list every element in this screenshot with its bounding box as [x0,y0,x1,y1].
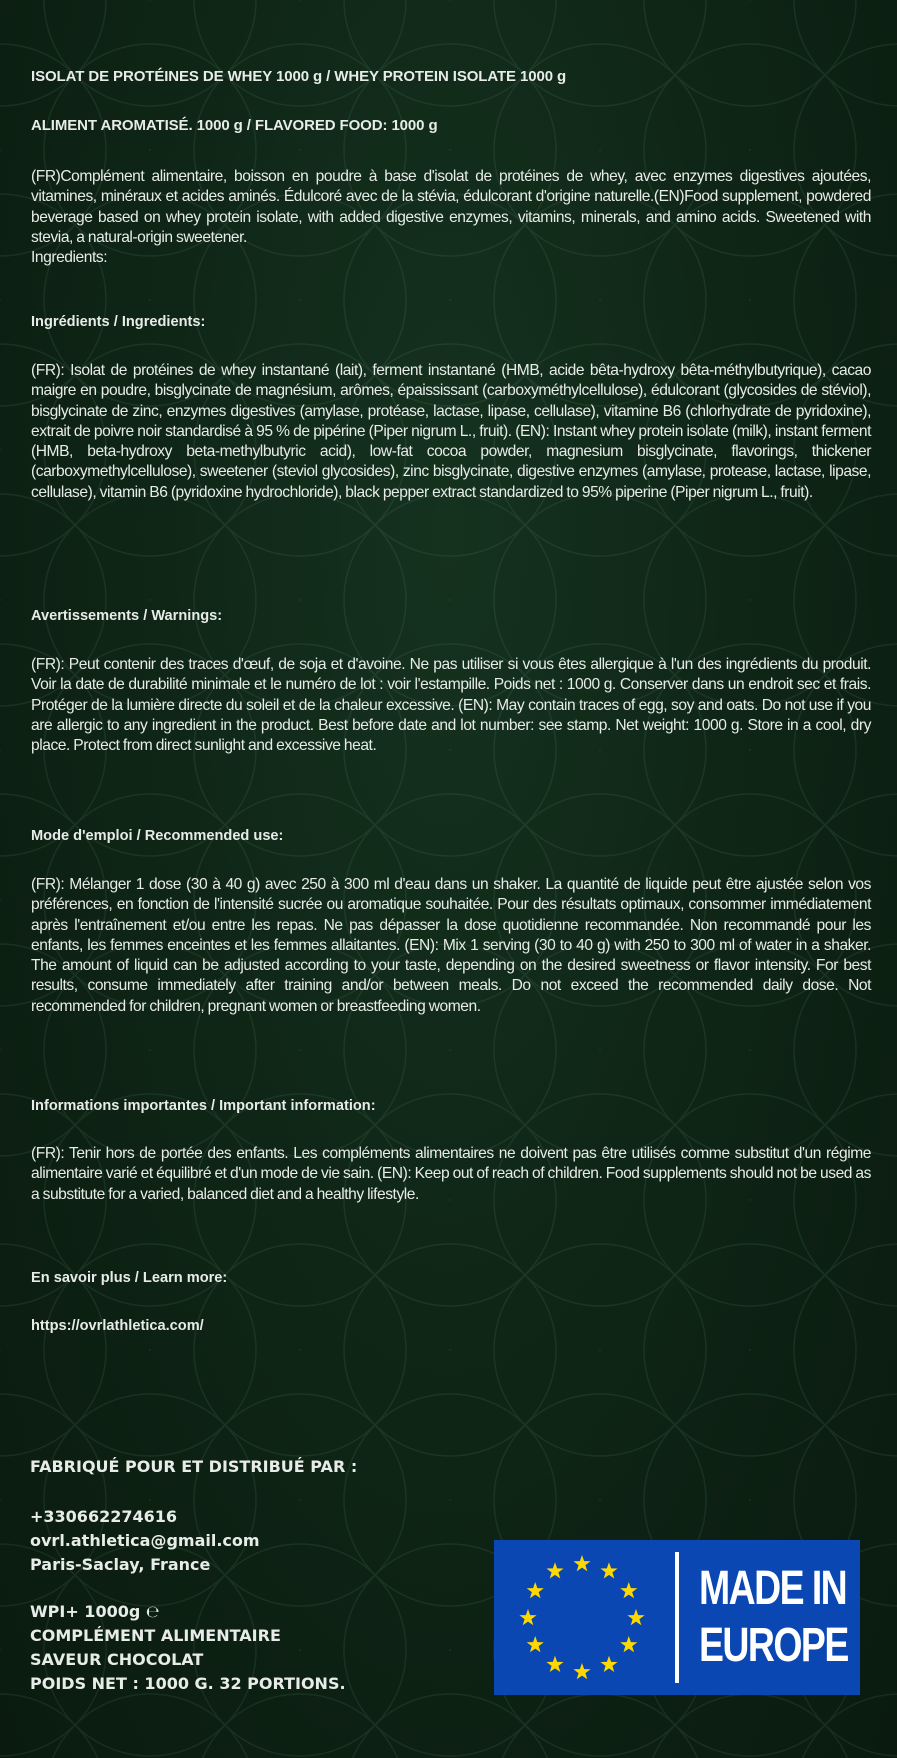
description-text: (FR)Complément alimentaire, boisson en poudre à base d'isolat de protéines de whey, avec enzymes digestives ajoutées, vitamines, minéraux et acides aminés. Édulcoré avec de la stévia, édulcorant d'origine naturelle.(EN)Food supplement, powdered beverage based on whey protein isolate, with added digestive enzymes, vitamins, minerals, and amino acids. Sweetened with stevia, a natural-origin sweetener. [31,168,871,246]
eu-star-icon [620,1636,637,1652]
email-address[interactable]: ovrl.athletica@gmail.com [30,1531,260,1550]
product-name: WPI+ 1000g [30,1602,141,1621]
product-title: ISOLAT DE PROTÉINES DE WHEY 1000 g / WHEY PROTEIN ISOLATE 1000 g [31,68,567,85]
description-paragraph [31,167,871,268]
made-in-europe-badge [494,1540,860,1695]
eu-star-icon [546,1562,563,1578]
ingredients-heading: Ingrédients / Ingredients: [31,314,206,330]
eu-star-icon [600,1656,617,1672]
ingredients-text: (FR): Isolat de protéines de whey instantané (lait), ferment instantané (HMB, acide bêta-hydroxy bêta-méthylbutyrique), cacao maigre en poudre, bisglycinate de magnésium, arômes, épaississant (carboxyméthylcellulose), édulcorant (glycosides de stéviol), bisglycinate de zinc, enzymes digestives (amylase, protéase, lactase, lipase, cellulase), vitamine B6 (chlorhydrate de pyridoxine), extrait de poivre noir standardisé à 95 % de pipérine (Piper nigrum L., fruit). (EN): Instant whey protein isolate (milk), instant ferment (HMB, beta-hydroxy beta-methylbutyric acid), low-fat cocoa powder, magnesium bisglycinate, flavorings, thickener (carboxymethylcellulose), sweetener (steviol glycosides), zinc bisglycinate, digestive enzymes (amylase, protease, lactase, lipase, cellulase), vitamin B6 (pyridoxine hydrochloride), black pepper extract standardized to 95% piperine (Piper nigrum L., fruit). [31,362,871,501]
eu-stars-icon [494,1540,674,1695]
website-link[interactable]: https://ovrlathletica.com/ [31,1318,204,1334]
eu-star-icon [620,1582,637,1598]
eu-star-icon [527,1582,544,1598]
eu-star-icon [527,1636,544,1652]
badge-line-made-in: MADE IN [699,1562,847,1615]
eu-star-icon [627,1609,644,1625]
product-flavor: SAVEUR CHOCOLAT [30,1650,204,1669]
eu-star-icon [600,1562,617,1578]
learn-more-heading: En savoir plus / Learn more: [31,1270,228,1286]
usage-heading: Mode d'emploi / Recommended use: [31,828,284,844]
eu-star-icon [519,1609,536,1625]
flavored-food-title: ALIMENT AROMATISÉ. 1000 g / FLAVORED FOOD: 1000 g [31,117,438,134]
contact-block [30,1505,260,1577]
eu-star-icon [546,1656,563,1672]
estimated-sign-icon: ℮ [145,1602,160,1621]
important-text: (FR): Tenir hors de portée des enfants. Les compléments alimentaires ne doivent pas être utilisés comme substitut d'un régime alimentaire varié et équilibré et d'un mode de vie sain. (EN): Keep out of reach of children. Food supplements should not be used as a substitute for a varied, balanced diet and a healthy lifestyle. [31,1145,871,1203]
product-info-block [30,1600,346,1696]
important-heading: Informations importantes / Important information: [31,1098,376,1114]
badge-divider [675,1552,679,1683]
net-weight: POIDS NET : 1000 G. 32 PORTIONS. [30,1674,346,1693]
location: Paris-Saclay, France [30,1555,211,1574]
product-name-line [30,1600,346,1624]
ingredients-label: Ingredients: [31,249,108,267]
warnings-heading: Avertissements / Warnings: [31,608,223,624]
manufacturer-heading: FABRIQUÉ POUR ET DISTRIBUÉ PAR : [30,1457,358,1476]
usage-text: (FR): Mélanger 1 dose (30 à 40 g) avec 250 à 300 ml d'eau dans un shaker. La quantité de liquide peut être ajustée selon vos préférences, en fonction de l'intensité sucrée ou aromatique souhaitée. Pour des résultats optimaux, consommer immédiatement après l'entraînement et/ou entre les repas. Ne pas dépasser la dose quotidienne recommandée. Non recommandé pour les enfants, les femmes enceintes et les femmes allaitantes. (EN): Mix 1 serving (30 to 40 g) with 250 to 300 ml of water in a shaker. The amount of liquid can be adjusted according to your taste, depending on the desired sweetness or flavor intensity. For best results, consume immediately after training and/or between meals. Do not exceed the recommended daily dose. Not recommended for children, pregnant women or breastfeeding women. [31,876,871,1015]
badge-text [699,1560,848,1674]
eu-star-icon [573,1663,590,1679]
product-type: COMPLÉMENT ALIMENTAIRE [30,1626,281,1645]
eu-star-icon [573,1555,590,1571]
badge-line-europe: EUROPE [699,1619,848,1672]
warnings-text: (FR): Peut contenir des traces d'œuf, de soja et d'avoine. Ne pas utiliser si vous êtes allergique à l'un des ingrédients du produit. Voir la date de durabilité minimale et le numéro de lot : voir l'estampille. Poids net : 1000 g. Conserver dans un endroit sec et frais. Protéger de la lumière directe du soleil et de la chaleur excessive. (EN): May contain traces of egg, soy and oats. Do not use if you are allergic to any ingredient in the product. Best before date and lot number: see stamp. Net weight: 1000 g. Store in a cool, dry place. Protect from direct sunlight and excessive heat. [31,656,871,755]
phone-number[interactable]: +330662274616 [30,1507,177,1526]
